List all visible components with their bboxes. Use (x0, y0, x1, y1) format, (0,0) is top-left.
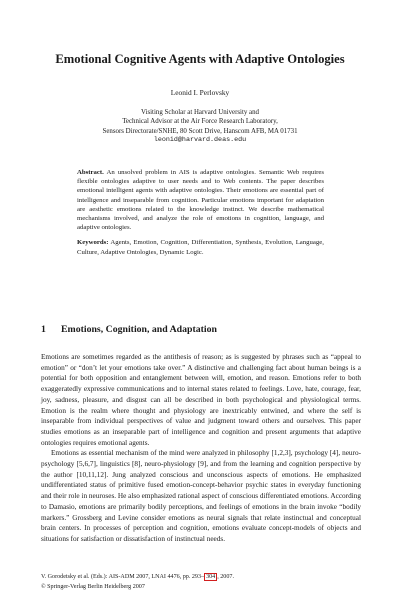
citation-suffix: , 2007. (217, 574, 234, 580)
affiliation (0, 108, 400, 145)
citation-line (41, 573, 234, 583)
affiliation-line: Visiting Scholar at Harvard University and (140, 109, 260, 116)
affiliation-line: Sensors Directorate/SNHE, 80 Scott Drive, Hanscom AFB, MA 01731 (102, 127, 298, 135)
citation-prefix: V. Gorodetsky et al. (Eds.): AIS-ADM 2007, LNAI 4476, pp. 293– (41, 574, 205, 580)
keywords-paragraph (77, 238, 324, 256)
body-paragraph: Emotions as essential mechanism of the mind were analyzed in philosophy [1,2,3], psychology [4], neuro-psychology [5,6,7], linguistics [8], neuro-physiology [9], and from the learning and cognition perspective by the author [10,11,12]. Jung analyzed conscious and unconscious aspects of emotions. He emphasized undifferentiated status of primitive fused emotion-concept-behavior psychic states in everyday functioning and their role in neuroses. He also emphasized rational aspect of conscious differentiated emotions. According to Damasio, emotions are primarily bodily perceptions, and feelings of emotions in the brain invoke “bodily markers.” Grossberg and Levine consider emotions as neural signals that relate instinctual and conceptual brain centers. In processes of perception and cognition, emotions evaluate concept-models of objects and situations for satisfaction or dissatisfaction of instinctual needs. (41, 449, 361, 543)
keywords-text: Agents, Emotion, Cognition, Differentiation, Synthesis, Evolution, Language, Culture, Adaptive Ontologies, Dynamic Logic. (77, 239, 324, 256)
page-footer (41, 573, 234, 592)
keywords-label: Keywords: (77, 239, 109, 247)
affiliation-line: Technical Advisor at the Air Force Research Laboratory, (122, 118, 278, 126)
abstract-text: An unsolved problem in AIS is adaptive ontologies. Semantic Web requires flexible ontologies adaptive to user needs and to Web contents. The paper describes emotional intelligent agents with adaptive ontologies. Their emotions are essential part of intelligence and inseparable from cognition. Particular emotions important for adaptation are aesthetic emotions related to the knowledge instinct. We describe mathematical mechanisms involved, and analyze the role of emotions in cognition, language, and adaptive ontologies. (77, 169, 324, 232)
highlighted-page-number: 304 (206, 574, 216, 580)
paper-title: Emotional Cognitive Agents with Adaptive Ontologies (55, 52, 345, 66)
section-body (41, 352, 361, 545)
abstract-block (77, 168, 324, 257)
section-title: Emotions, Cognition, and Adaptation (61, 324, 217, 335)
abstract-paragraph (77, 168, 324, 232)
author-email: leonid@harvard.deas.edu (153, 135, 247, 144)
body-paragraph: Emotions are sometimes regarded as the antithesis of reason; as is suggested by phrases such as “appeal to emotion” or “don’t let your emotions take over.” A distinctive and challenging fact about human beings is a potential for both opposition and entanglement between will, emotion, and reason. Emotions refer to both exaggeratedly expressive communications and to internal states related to feelings. Love, hate, courage, fear, joy, sadness, pleasure, and disgust can all be described in both psychological and physiological terms. Emotion is the realm where thought and physiology are inextricably entwined, and where the self is inseparable from individual perspectives of value and judgment toward others and ourselves. This paper studies emotions as an inseparable part of intelligence and cognition and present arguments that adaptive ontologies requires emotional agents. (41, 353, 361, 447)
section-number: 1 (41, 324, 46, 335)
section-heading (41, 324, 217, 335)
abstract-label: Abstract. (77, 169, 104, 176)
author-name: Leonid I. Perlovsky (170, 88, 230, 97)
copyright-line: © Springer-Verlag Berlin Heidelberg 2007 (41, 583, 145, 590)
